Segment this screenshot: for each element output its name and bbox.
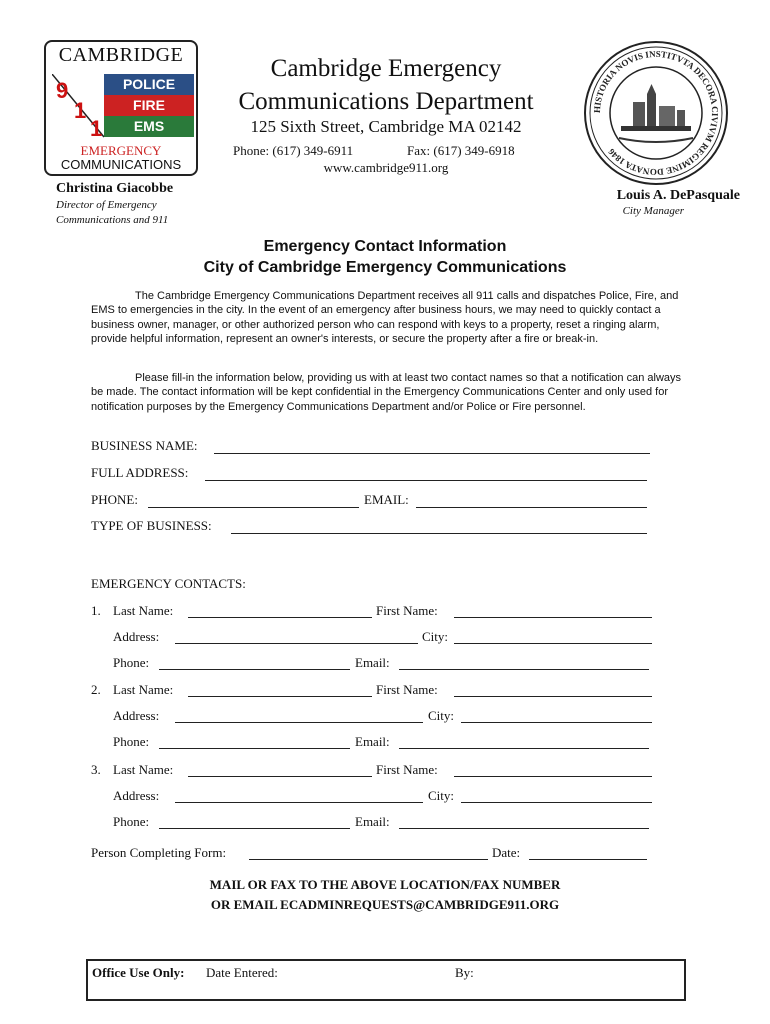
seal-ring-text: HISTORIA NOVIS INSTITVTA DECORA CIVIVM REGIMINE DONATA 1846 — [591, 48, 721, 178]
business-type-field[interactable] — [231, 533, 647, 534]
department-website: www.cambridge911.org — [323, 160, 449, 175]
logo-title: CAMBRIDGE — [58, 44, 184, 66]
form-subtitle: City of Cambridge Emergency Communications — [203, 259, 567, 276]
contact-3-phone-field[interactable] — [159, 828, 350, 829]
department-address: 125 Sixth Street, Cambridge MA 02142 — [250, 117, 522, 136]
cambridge-911-logo — [44, 40, 198, 176]
contact-1-last-name-field[interactable] — [188, 617, 372, 618]
completion-date-field[interactable] — [529, 859, 647, 860]
office-date-entered-label: Date Entered: — [206, 965, 278, 980]
contact-2-number: 2. — [91, 682, 101, 697]
director-title — [56, 198, 196, 228]
contact-3-address-field[interactable] — [175, 802, 423, 803]
contact-1-first-name-label: First Name: — [376, 603, 438, 618]
contact-1-city-label: City: — [422, 629, 449, 644]
contact-3-first-name-label: First Name: — [376, 762, 438, 777]
contact-1-email-field[interactable] — [399, 669, 649, 670]
business-name-label: BUSINESS NAME: — [91, 438, 198, 453]
office-use-label: Office Use Only: — [92, 965, 185, 980]
contact-1-phone-label: Phone: — [113, 655, 150, 670]
person-completing-label: Person Completing Form: — [91, 845, 227, 860]
city-manager-title: City Manager — [622, 205, 684, 217]
contact-3-city-label: City: — [428, 788, 455, 803]
contact-3-address-label: Address: — [113, 788, 160, 803]
contact-3-last-name-label: Last Name: — [113, 762, 174, 777]
contact-2-address-label: Address: — [113, 708, 160, 723]
contact-3-email-label: Email: — [355, 814, 390, 829]
contact-1-first-name-field[interactable] — [454, 617, 652, 618]
director-title-line2: Communications and 911 — [56, 214, 169, 226]
contact-3-email-field[interactable] — [399, 828, 649, 829]
contact-3-first-name-field[interactable] — [454, 776, 652, 777]
mail-instructions-line1: MAIL OR FAX TO THE ABOVE LOCATION/FAX NUMBER — [209, 877, 561, 892]
contact-2-email-field[interactable] — [399, 748, 649, 749]
contact-2-phone-label: Phone: — [113, 734, 150, 749]
logo-communications-text: COMMUNICATIONS — [60, 157, 182, 172]
office-by-label: By: — [455, 965, 474, 980]
logo-band-police: POLICE — [104, 74, 194, 95]
contact-3-number: 3. — [91, 762, 101, 777]
full-address-label: FULL ADDRESS: — [91, 465, 189, 480]
logo-digit-1: 1 — [74, 98, 87, 123]
contact-2-address-field[interactable] — [175, 722, 423, 723]
logo-digit-1-second: 1 — [90, 116, 103, 141]
contact-1-email-label: Email: — [355, 655, 390, 670]
logo-band-fire: FIRE — [104, 95, 194, 116]
full-address-field[interactable] — [205, 480, 647, 481]
director-title-line1: Director of Emergency — [56, 199, 157, 211]
contact-1-city-field[interactable] — [454, 643, 652, 644]
contact-2-first-name-label: First Name: — [376, 682, 438, 697]
contact-1-last-name-label: Last Name: — [113, 603, 174, 618]
business-email-field[interactable] — [416, 507, 647, 508]
contact-1-phone-field[interactable] — [159, 669, 350, 670]
contact-2-email-label: Email: — [355, 734, 390, 749]
form-title: Emergency Contact Information — [263, 238, 507, 255]
business-name-field[interactable] — [214, 453, 650, 454]
contact-2-last-name-field[interactable] — [188, 696, 372, 697]
contact-3-phone-label: Phone: — [113, 814, 150, 829]
logo-emergency-text: EMERGENCY — [80, 143, 162, 158]
business-phone-label: PHONE: — [91, 492, 138, 507]
department-fax: Fax: (617) 349-6918 — [407, 143, 515, 158]
emergency-contacts-heading: EMERGENCY CONTACTS: — [91, 576, 246, 591]
business-phone-field[interactable] — [148, 507, 359, 508]
person-completing-field[interactable] — [249, 859, 488, 860]
contact-1-address-label: Address: — [113, 629, 160, 644]
city-manager-name: Louis A. DePasquale — [616, 188, 740, 203]
contact-3-city-field[interactable] — [461, 802, 652, 803]
logo-digit-9: 9 — [56, 78, 69, 103]
contact-2-city-label: City: — [428, 708, 455, 723]
business-email-label: EMAIL: — [364, 492, 409, 507]
department-phone: Phone: (617) 349-6911 — [233, 143, 354, 158]
intro-paragraph-1: The Cambridge Emergency Communications Department receives all 911 calls and dispatches Police, Fire, and EMS to emergencies in the city. In the event of an emergency after business hours, we may need to quickly contact a business owner, manager, or other authorized person who can respond with keys to a property, reset a ringing alarm, provide helpful information, represent an owner's interests, or secure the property after a fire or break-in. — [91, 290, 679, 346]
business-type-label: TYPE OF BUSINESS: — [91, 518, 212, 533]
mail-instructions-line2: OR EMAIL ECADMINREQUESTS@CAMBRIDGE911.ORG — [210, 897, 560, 912]
contact-1-number: 1. — [91, 603, 101, 618]
contact-2-city-field[interactable] — [461, 722, 652, 723]
city-seal — [583, 40, 729, 186]
department-title-line1: Cambridge Emergency — [270, 55, 502, 82]
contact-2-first-name-field[interactable] — [454, 696, 652, 697]
intro-paragraph-2: Please fill-in the information below, providing us with at least two contact names so that a notification can always be made. The contact information will be kept confidential in the Emergency Communications Center and only used for notification purposes by the Emergency Communications Department and/or Police or Fire personnel. — [91, 372, 682, 413]
director-name: Christina Giacobbe — [56, 181, 174, 196]
completion-date-label: Date: — [492, 845, 521, 860]
logo-band-ems: EMS — [104, 116, 194, 137]
department-title-line2: Communications Department — [238, 88, 534, 115]
office-use-box — [86, 959, 686, 1001]
contact-2-phone-field[interactable] — [159, 748, 350, 749]
contact-1-address-field[interactable] — [175, 643, 418, 644]
contact-2-last-name-label: Last Name: — [113, 682, 174, 697]
department-title — [210, 52, 562, 118]
contact-3-last-name-field[interactable] — [188, 776, 372, 777]
